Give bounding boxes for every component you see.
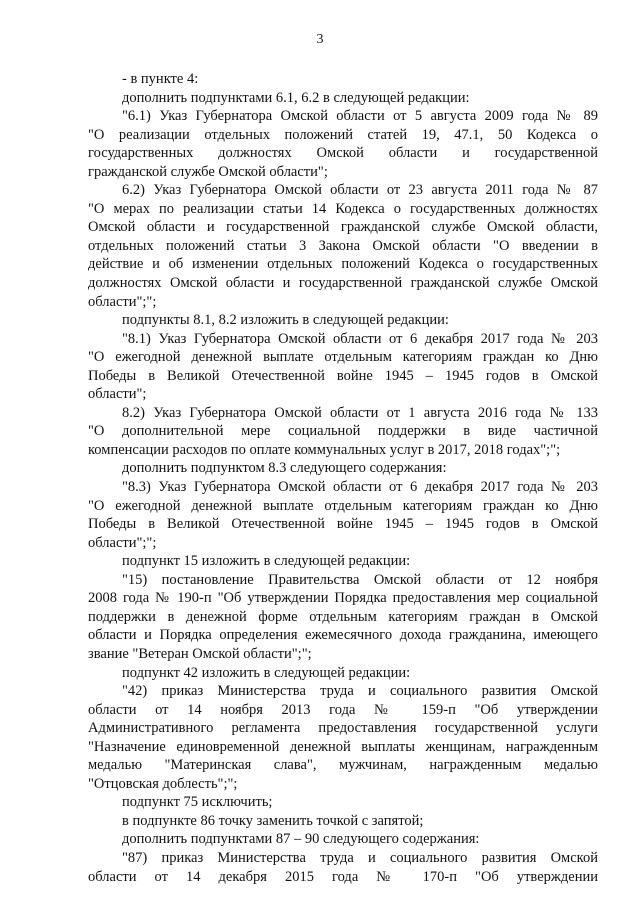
text-line: - в пункте 4: bbox=[122, 71, 199, 87]
text-line: области"; bbox=[88, 386, 147, 403]
text-line: подпункты 8.1, 8.2 изложить в следующей редакции: bbox=[122, 312, 449, 329]
text-line: области и Порядка определения ежемесячного дохода гражданина, имеющего bbox=[88, 627, 598, 644]
text-line: Победы в Великой Отечественной войне 1945 – 1945 годов в Омской bbox=[88, 367, 598, 384]
text-line: "87) приказ Министерства труда и социального развития Омской bbox=[122, 849, 598, 866]
text-line: "6.1) Указ Губернатора Омской области от 5 августа 2009 года № 89 bbox=[122, 108, 598, 125]
text-line: государственных должностях Омской области и государственной bbox=[88, 145, 598, 162]
text-line: подпункт 75 исключить; bbox=[122, 794, 273, 811]
text-line: области";"; bbox=[88, 534, 157, 551]
text-line: "О ежегодной денежной выплате отдельным категориям граждан ко Дню bbox=[88, 349, 598, 366]
text-line: Омской области и государственной гражданской службе Омской области, bbox=[88, 219, 598, 236]
text-line: "Назначение единовременной денежной выплаты женщинам, награжденным bbox=[88, 738, 598, 755]
text-line: области";"; bbox=[88, 293, 157, 310]
text-line: области от 14 ноября 2013 года № 159-п "Об утверждении bbox=[88, 701, 598, 718]
text-line: "8.3) Указ Губернатора Омской области от 6 декабря 2017 года № 203 bbox=[122, 479, 598, 496]
text-line: подпункт 15 изложить в следующей редакции: bbox=[122, 553, 411, 570]
text-line: звание "Ветеран Омской области";"; bbox=[88, 645, 312, 662]
text-line: области от 14 декабря 2015 года № 170-п "Об утверждении bbox=[88, 868, 598, 885]
text-line: медалью "Материнская слава", мужчинам, награжденным медалью bbox=[88, 757, 598, 774]
text-line: "Отцовская доблесть";"; bbox=[88, 775, 238, 792]
text-line: в подпункте 86 точку заменить точкой с запятой; bbox=[122, 812, 424, 829]
text-line: 2008 года № 190-п "Об утверждении Порядка предоставления мер социальной bbox=[88, 590, 598, 607]
page-number: 3 bbox=[316, 32, 324, 47]
text-line: дополнить подпунктами 6.1, 6.2 в следующей редакции: bbox=[122, 89, 470, 106]
text-line: гражданской службе Омской области"; bbox=[88, 163, 328, 180]
text-line: дополнить подпунктом 8.3 следующего содержания: bbox=[122, 460, 447, 477]
text-line: "15) постановление Правительства Омской области от 12 ноября bbox=[122, 571, 598, 588]
text-line: "8.1) Указ Губернатора Омской области от 6 декабря 2017 года № 203 bbox=[122, 330, 598, 347]
text-line: Административного регламента предоставления государственной услуги bbox=[88, 720, 598, 737]
text-line: "42) приказ Министерства труда и социального развития Омской bbox=[122, 683, 598, 700]
text-line: подпункт 42 изложить в следующей редакции: bbox=[122, 664, 411, 681]
text-line: 6.2) Указ Губернатора Омской области от 23 августа 2011 года № 87 bbox=[122, 182, 598, 199]
text-line: "О дополнительной мере социальной поддержки в виде частичной bbox=[88, 423, 598, 440]
text-line: действие и об изменении отдельных положений Кодекса о государственных bbox=[88, 256, 598, 273]
document-body bbox=[88, 70, 598, 886]
text-line: "О ежегодной денежной выплате отдельным категориям граждан ко Дню bbox=[88, 497, 598, 514]
text-line: компенсации расходов по оплате коммунальных услуг в 2017, 2018 годах";"; bbox=[88, 441, 561, 458]
text-line: Победы в Великой Отечественной войне 1945 – 1945 годов в Омской bbox=[88, 516, 598, 533]
text-line: должностях Омской области и государственной гражданской службе Омской bbox=[88, 275, 598, 292]
text-line: дополнить подпунктами 87 – 90 следующего содержания: bbox=[122, 831, 480, 848]
text-line: отдельных положений статьи 3 Закона Омской области "О введении в bbox=[88, 237, 598, 254]
text-line: "О реализации отдельных положений статей 19, 47.1, 50 Кодекса о bbox=[88, 126, 598, 143]
text-line: 8.2) Указ Губернатора Омской области от 1 августа 2016 года № 133 bbox=[122, 404, 598, 421]
text-line: "О мерах по реализации статьи 14 Кодекса о государственных должностях bbox=[88, 200, 598, 217]
text-line: поддержки в денежной форме отдельным категориям граждан в Омской bbox=[88, 608, 598, 625]
